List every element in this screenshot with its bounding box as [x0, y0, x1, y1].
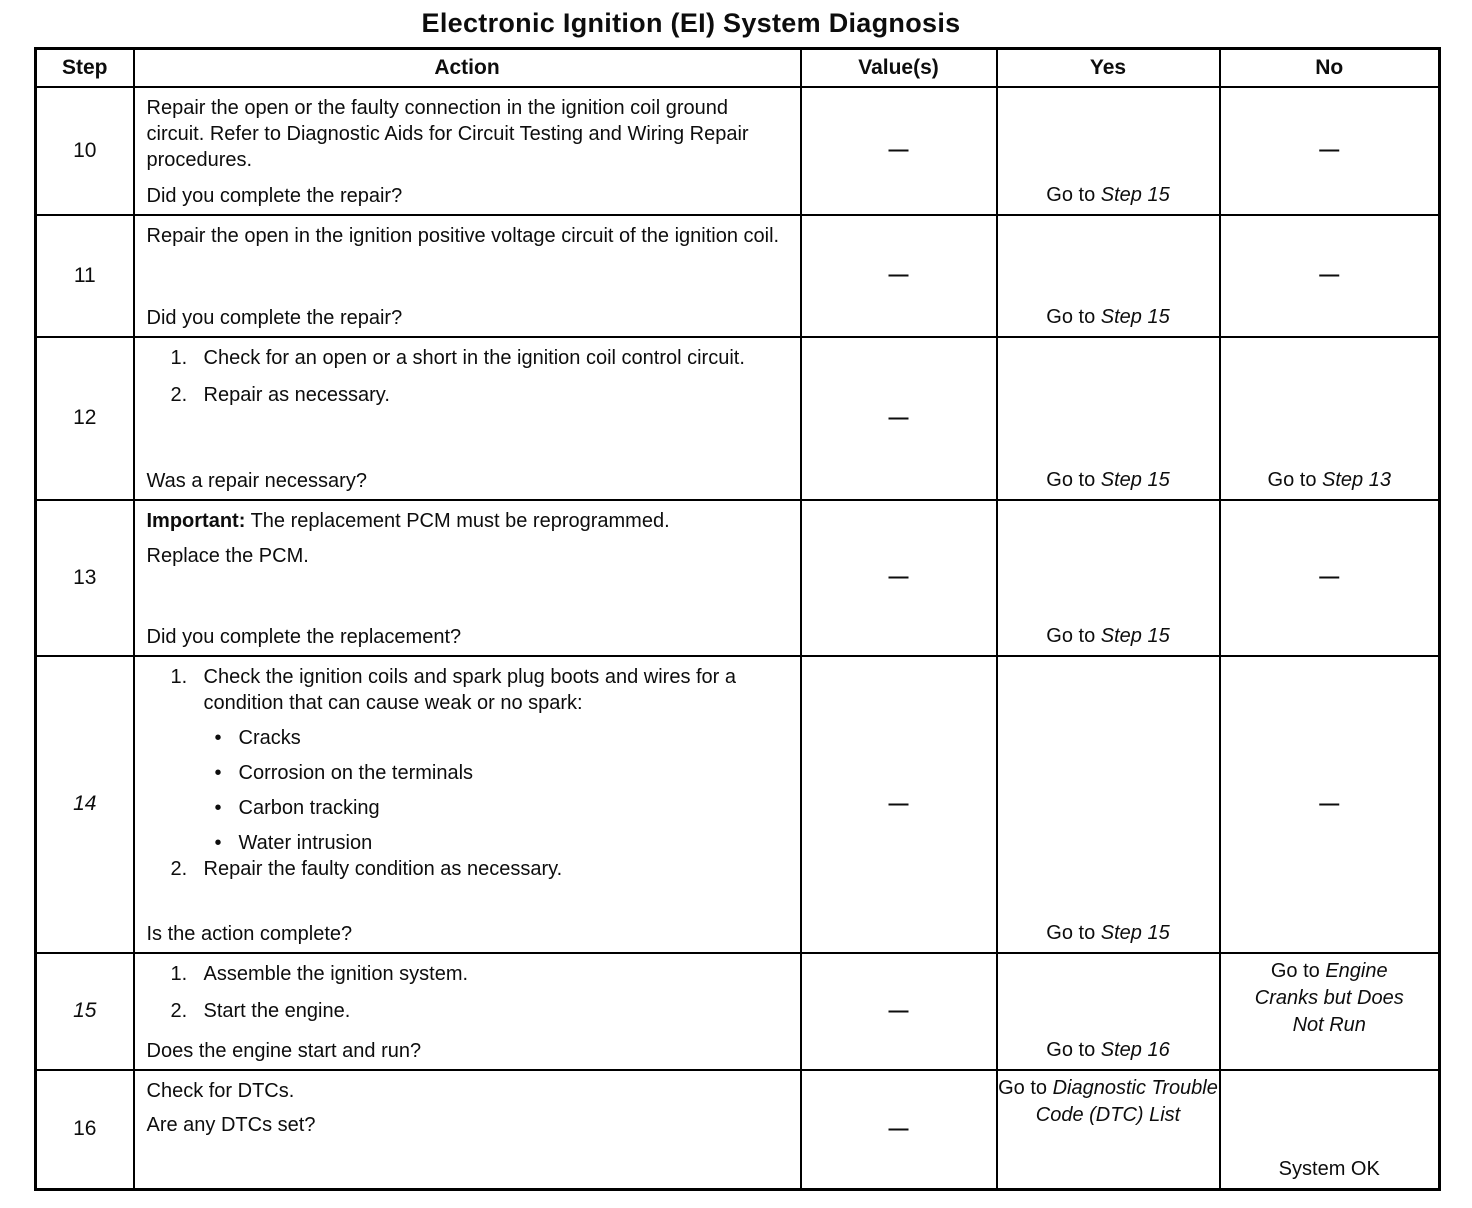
- bullet-icon: •: [214, 726, 222, 749]
- goto-reference: [1000, 304, 1217, 331]
- bullet-item: [147, 760, 790, 786]
- step-item-text: Check for an open or a short in the ignition coil control circuit.: [203, 346, 745, 369]
- step-item-number: 1.: [170, 346, 188, 369]
- action-cell: [134, 1070, 801, 1190]
- goto-prefix: Go to: [1046, 468, 1101, 491]
- goto-target: Diagnostic Trouble Code (DTC) List: [1035, 1076, 1218, 1126]
- goto-prefix: Go to: [1267, 468, 1323, 491]
- goto-target: Step 15: [1100, 183, 1170, 206]
- dash: —: [888, 792, 909, 815]
- action-question: Does the engine start and run?: [146, 1039, 422, 1062]
- goto-target: Engine Cranks but Does Not Run: [1254, 959, 1404, 1036]
- action-cell: [134, 656, 801, 953]
- bullet-item: [147, 725, 790, 751]
- step-number: 15: [36, 953, 134, 1070]
- no-cell: [1220, 87, 1440, 215]
- goto-prefix: Go to: [1046, 624, 1101, 647]
- step-item-number: 1.: [170, 665, 188, 688]
- values-cell: [801, 215, 997, 337]
- goto-target: Step 15: [1100, 624, 1170, 647]
- bullet-text: Cracks: [238, 726, 301, 749]
- numbered-step: [147, 345, 790, 371]
- diagnosis-table: [34, 47, 1441, 1191]
- goto-prefix: Go to: [998, 1076, 1053, 1099]
- numbered-step: [147, 961, 790, 987]
- no-cell: [1220, 500, 1440, 656]
- step-item-text: Check the ignition coils and spark plug boots and wires for a condition that can cause weak or no spark:: [203, 665, 737, 714]
- goto-prefix: Go to: [1046, 183, 1101, 206]
- bullet-icon: •: [214, 831, 222, 854]
- values-cell: [801, 337, 997, 500]
- col-header-yes: Yes: [997, 49, 1220, 87]
- dash: —: [1319, 264, 1340, 286]
- numbered-step: [147, 382, 790, 408]
- action-cell: [134, 500, 801, 656]
- bullet-icon: •: [214, 761, 222, 784]
- goto-target: Step 15: [1100, 468, 1170, 491]
- step-number: 16: [36, 1070, 134, 1190]
- yes-cell: [997, 953, 1220, 1070]
- step-number: 12: [36, 337, 134, 500]
- yes-cell: [997, 215, 1220, 337]
- dash: —: [1319, 139, 1340, 161]
- table-header-row: [36, 49, 1440, 87]
- step-item-text: Assemble the ignition system.: [203, 962, 469, 985]
- yes-cell: [997, 337, 1220, 500]
- yes-cell: [997, 500, 1220, 656]
- values-cell: [801, 953, 997, 1070]
- goto-reference: [1000, 1037, 1217, 1064]
- goto-prefix: Go to: [1270, 959, 1326, 982]
- table-row: [36, 337, 1440, 500]
- values-cell: [801, 1070, 997, 1190]
- dash: —: [888, 406, 909, 429]
- step-item-text: Repair the faulty condition as necessary.: [203, 857, 563, 880]
- bullet-item: [147, 795, 790, 821]
- values-cell: [801, 500, 997, 656]
- col-header-no: No: [1220, 49, 1440, 87]
- no-cell: [1220, 215, 1440, 337]
- numbered-step: [147, 856, 790, 882]
- table-row: [36, 87, 1440, 215]
- dash: —: [888, 139, 909, 161]
- action-important-note: [147, 508, 790, 534]
- numbered-step: [147, 664, 790, 716]
- action-text: Check for DTCs.: [146, 1079, 295, 1102]
- yes-cell: [997, 656, 1220, 953]
- action-question: Did you complete the replacement?: [146, 625, 462, 648]
- no-cell: [1220, 337, 1440, 500]
- action-text: Repair the open in the ignition positive voltage circuit of the ignition coil.: [146, 224, 780, 247]
- bullet-item: [147, 830, 790, 856]
- important-label: Important:: [146, 509, 246, 532]
- step-item-text: Start the engine.: [203, 999, 351, 1022]
- dash: —: [888, 999, 909, 1022]
- step-number: 10: [36, 87, 134, 215]
- yes-cell: [997, 1070, 1220, 1190]
- bullet-text: Water intrusion: [238, 831, 373, 854]
- goto-target: Step 16: [1100, 1038, 1170, 1061]
- action-question: Did you complete the repair?: [146, 306, 403, 329]
- goto-prefix: Go to: [1046, 921, 1101, 944]
- important-text: The replacement PCM must be reprogrammed.: [245, 509, 670, 532]
- goto-target: Step 15: [1100, 305, 1170, 328]
- table-row: [36, 1070, 1440, 1190]
- values-cell: [801, 87, 997, 215]
- col-header-values: Value(s): [801, 49, 997, 87]
- action-cell: [134, 87, 801, 215]
- action-question: Is the action complete?: [146, 922, 353, 945]
- numbered-step: [147, 998, 790, 1024]
- yes-cell: [997, 87, 1220, 215]
- step-item-text: Repair as necessary.: [203, 383, 390, 406]
- table-row: [36, 656, 1440, 953]
- action-cell: [134, 215, 801, 337]
- action-cell: [134, 953, 801, 1070]
- goto-prefix: Go to: [1046, 305, 1101, 328]
- bullet-text: Carbon tracking: [238, 796, 380, 819]
- goto-target: Step 15: [1100, 921, 1170, 944]
- no-cell: [1220, 656, 1440, 953]
- goto-prefix: Go to: [1046, 1038, 1101, 1061]
- goto-reference: [1000, 623, 1217, 650]
- page-title: Electronic Ignition (EI) System Diagnosis: [421, 8, 961, 38]
- goto-target: Step 13: [1322, 468, 1391, 491]
- dash: —: [888, 264, 909, 286]
- no-cell: [1220, 953, 1440, 1070]
- bullet-text: Corrosion on the terminals: [238, 761, 474, 784]
- action-question: Did you complete the repair?: [146, 184, 403, 207]
- values-cell: [801, 656, 997, 953]
- no-cell: [1220, 1070, 1440, 1190]
- table-row: [36, 215, 1440, 337]
- table-row: [36, 500, 1440, 656]
- step-number: 13: [36, 500, 134, 656]
- action-question: Was a repair necessary?: [146, 469, 367, 492]
- action-text: Repair the open or the faulty connection in the ignition coil ground circuit. Refer to Diagnostic Aids for Circuit Testing and Wiring Repair procedures.: [146, 96, 749, 171]
- bullet-icon: •: [214, 796, 222, 819]
- result-text: System OK: [1278, 1158, 1380, 1180]
- dash: —: [888, 1117, 909, 1140]
- step-number: 11: [36, 215, 134, 337]
- action-question: Are any DTCs set?: [146, 1113, 316, 1136]
- col-header-step: Step: [36, 49, 134, 87]
- step-number: 14: [36, 656, 134, 953]
- step-item-number: 2.: [170, 999, 188, 1022]
- col-header-action: Action: [134, 49, 801, 87]
- step-item-number: 2.: [170, 857, 188, 880]
- goto-reference: [1000, 920, 1217, 947]
- step-item-number: 2.: [170, 383, 188, 406]
- goto-reference: [1000, 182, 1217, 209]
- dash: —: [888, 566, 909, 588]
- dash: —: [1319, 792, 1340, 815]
- table-row: [36, 953, 1440, 1070]
- action-text: Replace the PCM.: [146, 544, 309, 567]
- goto-reference: [1223, 467, 1437, 494]
- step-item-number: 1.: [170, 962, 188, 985]
- dash: —: [1319, 566, 1340, 588]
- goto-reference: [1000, 467, 1217, 494]
- action-cell: [134, 337, 801, 500]
